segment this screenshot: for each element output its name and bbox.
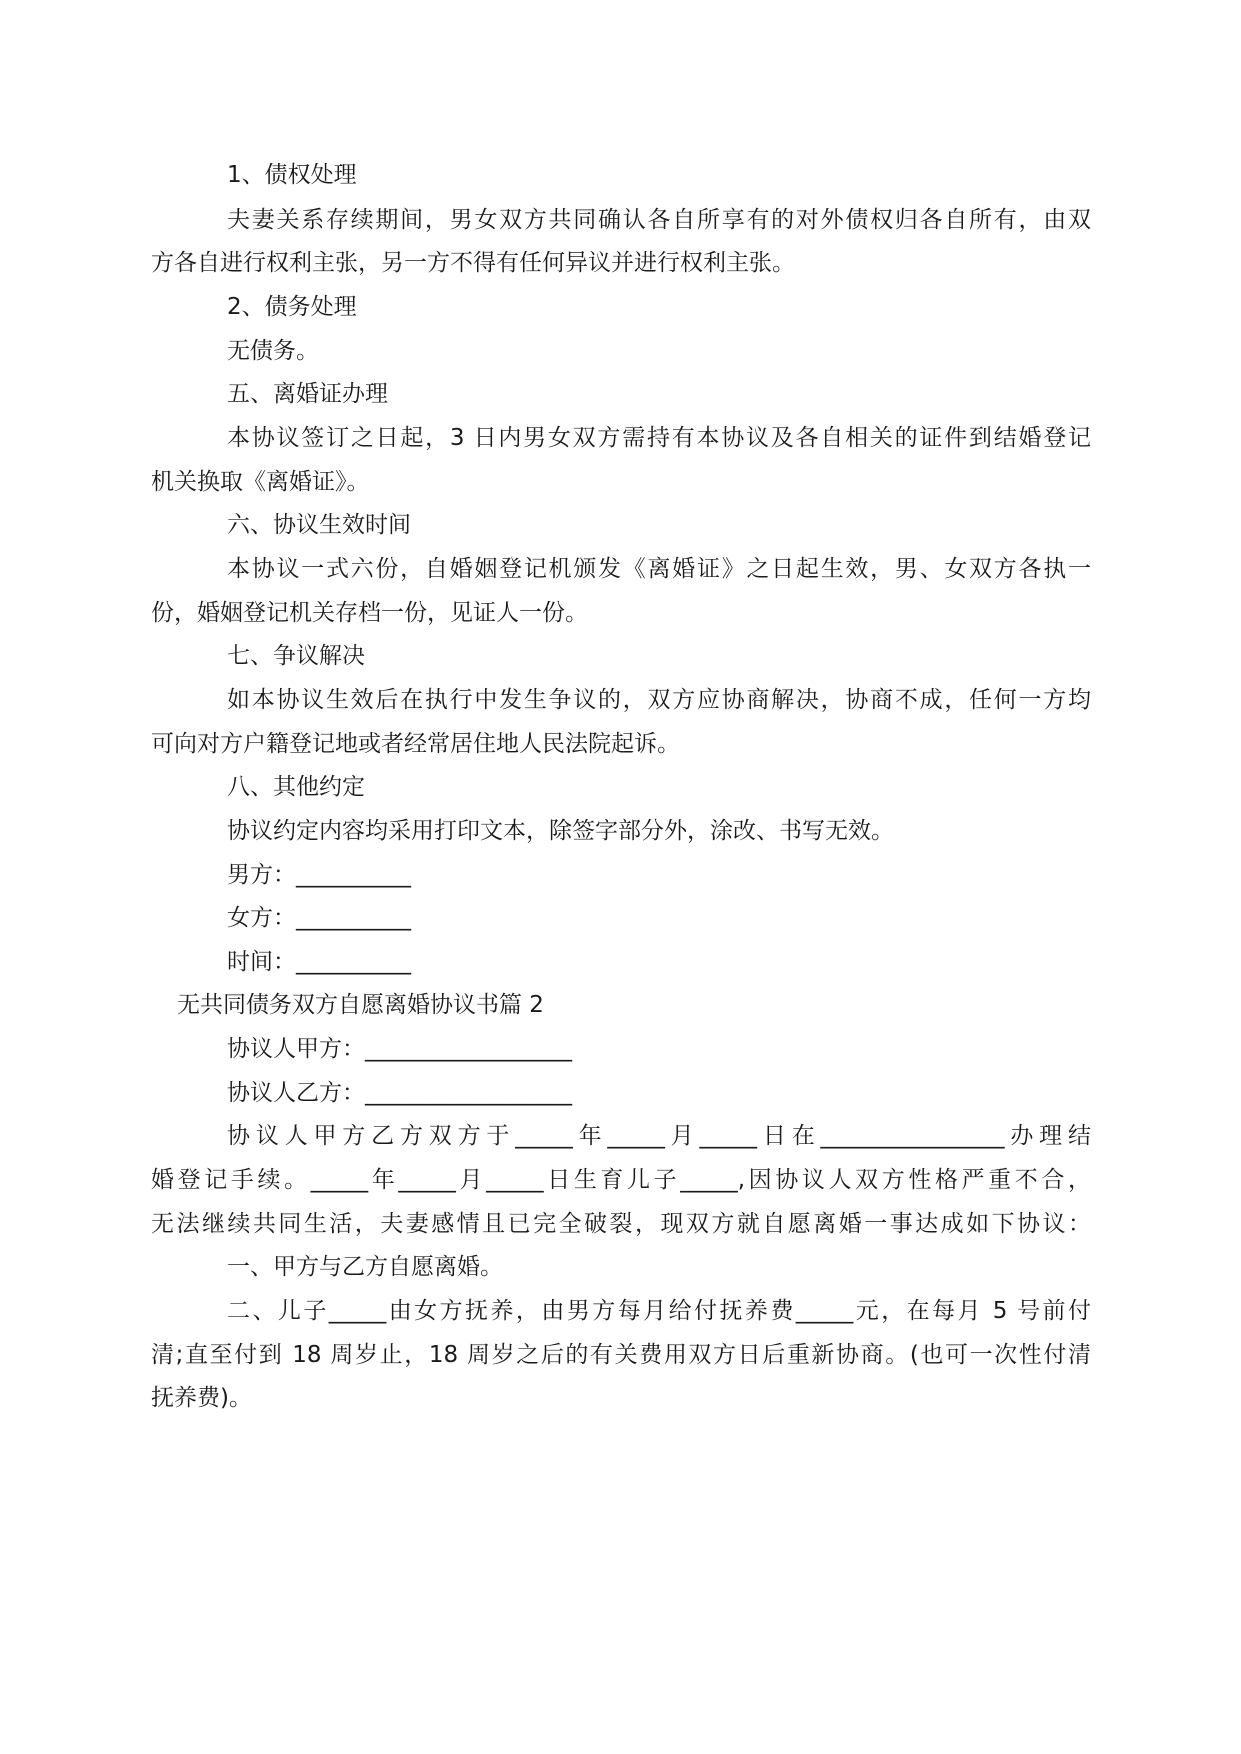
paragraph-dispute-line-2: 可向对方户籍登记地或者经常居住地人民法院起诉。 <box>151 731 680 757</box>
paragraph-effective-line-1: 本协议一式六份，自婚姻登记机颁发《离婚证》之日起生效，男、女双方各执一 <box>227 556 1091 582</box>
clause-two-line-3: 抚养费)。 <box>151 1385 252 1411</box>
clause-two-line-2: 清;直至付到 18 周岁止，18 周岁之后的有关费用双方日后重新协商。(也可一次性付清 <box>151 1342 1091 1368</box>
clause-two-line-1: 二、儿子_____由女方抚养，由男方每月给付抚养费_____元，在每月 5 号前付 <box>227 1298 1091 1324</box>
paragraph-claims-line-2: 方各自进行权利主张，另一方不得有任何异议并进行权利主张。 <box>151 250 795 276</box>
paragraph-marriage-line-2: 婚登记手续。_____年_____月_____日生育儿子_____,因协议人双方性格严重不合， <box>151 1167 1091 1193</box>
paragraph-dispute-line-1: 如本协议生效后在执行中发生争议的，双方应协商解决，协商不成，任何一方均 <box>227 687 1091 713</box>
paragraph-marriage-line-1: 协议人甲方乙方双方于_____年_____月_____日在________________办理结 <box>227 1123 1091 1149</box>
heading-claims: 1、债权处理 <box>227 162 357 188</box>
section-title-part-2: 无共同债务双方自愿离婚协议书篇 2 <box>177 992 544 1018</box>
signature-male-party: 男方：__________ <box>227 862 411 888</box>
heading-other-terms: 八、其他约定 <box>227 774 365 800</box>
paragraph-claims-line-1: 夫妻关系存续期间，男女双方共同确认各自所享有的对外债权归各自所有，由双 <box>227 207 1091 233</box>
signature-female-party: 女方：__________ <box>227 905 411 931</box>
paragraph-debts: 无债务。 <box>227 338 319 364</box>
paragraph-certificate-line-1: 本协议签订之日起，3 日内男女双方需持有本协议及各自相关的证件到结婚登记 <box>227 425 1091 451</box>
signature-date: 时间：__________ <box>227 949 411 975</box>
heading-effective-time: 六、协议生效时间 <box>227 512 411 538</box>
heading-dispute-resolution: 七、争议解决 <box>227 643 365 669</box>
paragraph-effective-line-2: 份，婚姻登记机关存档一份，见证人一份。 <box>151 600 588 626</box>
party-a-field: 协议人甲方：__________________ <box>227 1036 572 1062</box>
heading-debts: 2、债务处理 <box>227 294 357 320</box>
heading-divorce-certificate: 五、离婚证办理 <box>227 381 388 407</box>
clause-one: 一、甲方与乙方自愿离婚。 <box>227 1254 503 1280</box>
party-b-field: 协议人乙方：__________________ <box>227 1080 572 1106</box>
paragraph-marriage-line-3: 无法继续共同生活，夫妻感情且已完全破裂，现双方就自愿离婚一事达成如下协议： <box>151 1211 1091 1237</box>
paragraph-certificate-line-2: 机关换取《离婚证》。 <box>151 469 370 495</box>
paragraph-other-terms: 协议约定内容均采用打印文本，除签字部分外，涂改、书写无效。 <box>227 818 894 844</box>
